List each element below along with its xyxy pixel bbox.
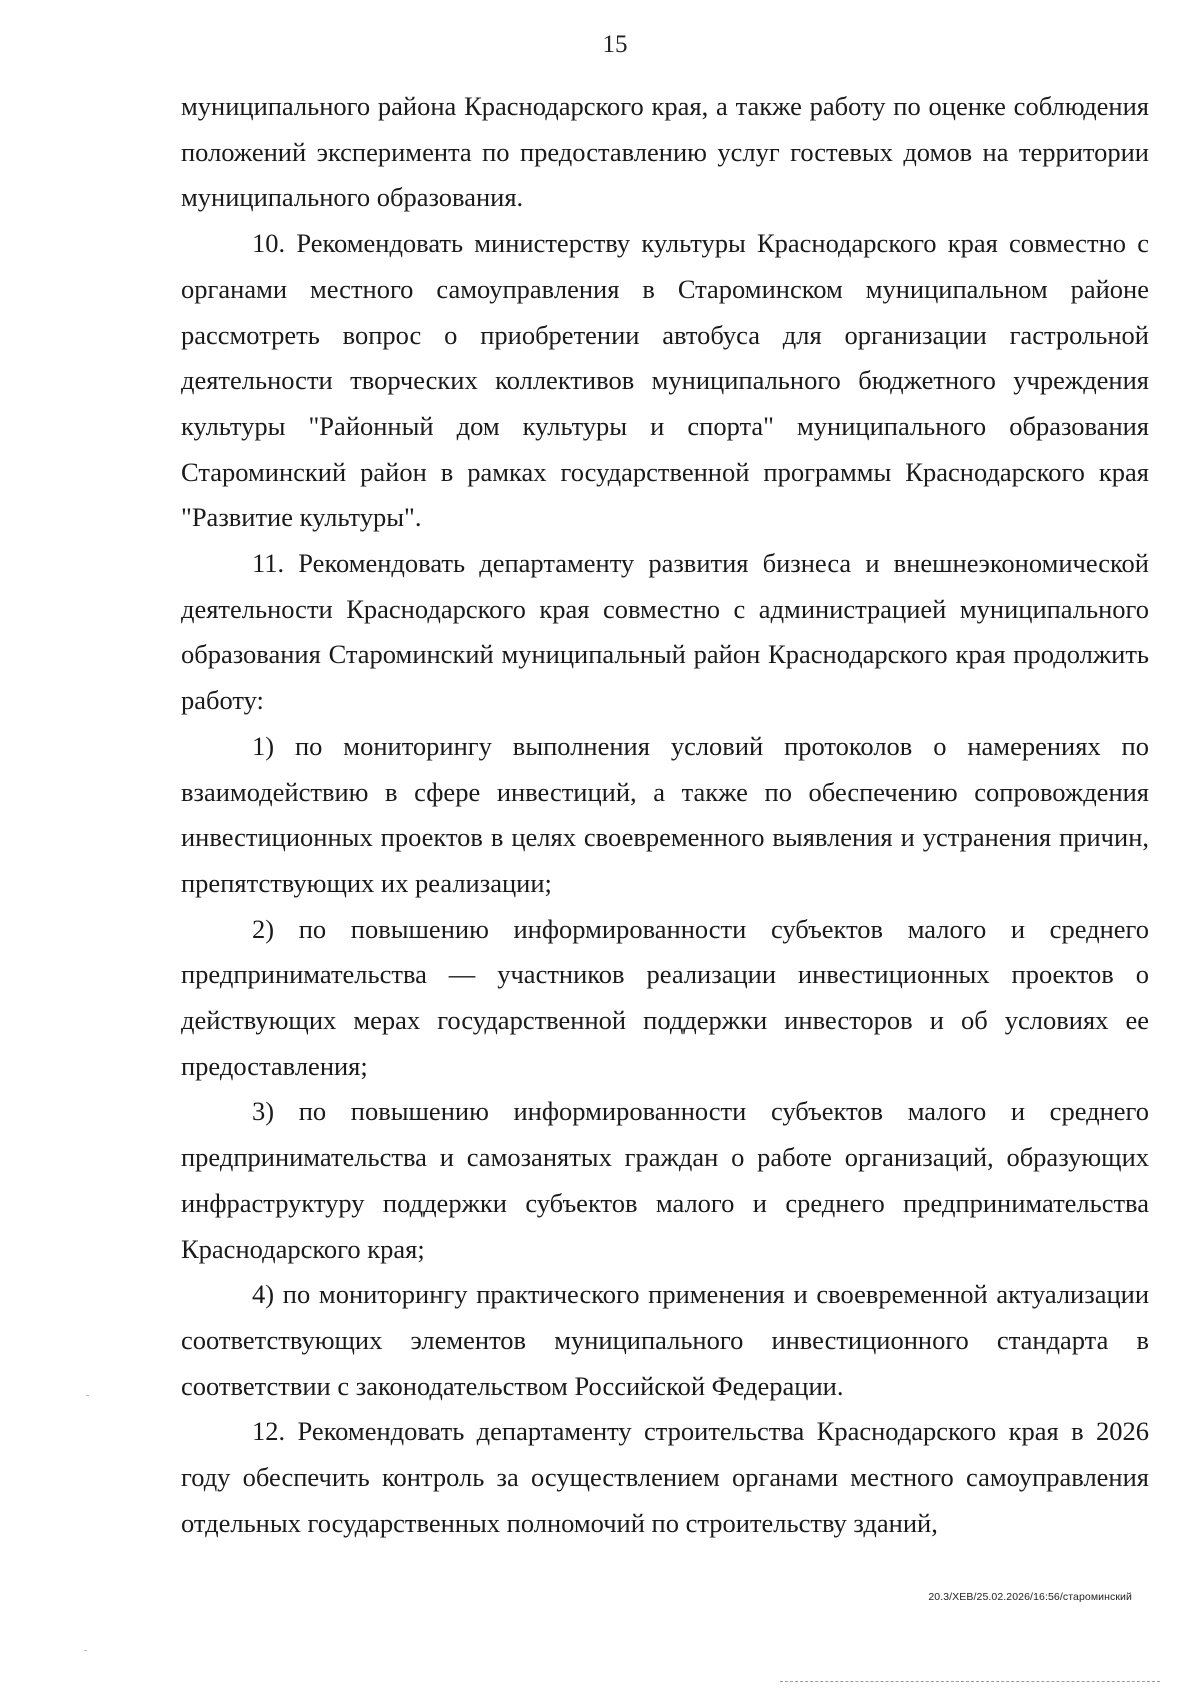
paragraph-subitem-4: 4) по мониторингу практического применения и своевременной актуализации соответствующих элементов муниципального инвестиционного стандарта в соответствии с законодательством Российской Федерации.	[181, 1279, 1149, 1401]
document-registration-stamp: 20.3/ХЕВ/25.02.2026/16:56/староминский	[928, 1591, 1132, 1603]
paragraph-item-12: 12. Рекомендовать департаменту строительства Краснодарского края в 2026 году обеспечить контроль за осуществлением органами местного самоуправления отдельных государственных полномочий по строительству зданий,	[181, 1416, 1149, 1538]
paragraph-continuation: муниципального района Краснодарского края, а также работу по оценке соблюдения положений эксперимента по предоставлению услуг гостевых домов на территории муниципального образования.	[181, 91, 1149, 213]
scan-speck	[86, 1395, 89, 1396]
paragraph-subitem-3: 3) по повышению информированности субъектов малого и среднего предпринимательства и самозанятых граждан о работе организаций, образующих инфраструктуру поддержки субъектов малого и среднего предпринимательства Краснодарского края;	[181, 1096, 1149, 1264]
paragraph-item-10: 10. Рекомендовать министерству культуры Краснодарского края совместно с органами местного самоуправления в Староминском муниципальном районе рассмотреть вопрос о приобретении автобуса для организации гастрольной деятельности творческих коллективов муниципального бюджетного учреждения культуры "Районный дом культуры и спорта" муниципального образования Староминский район в рамках государственной программы Краснодарского края "Развитие культуры".	[181, 228, 1149, 533]
paragraph-item-11: 11. Рекомендовать департаменту развития бизнеса и внешнеэкономической деятельности Краснодарского края совместно с администрацией муниципального образования Староминский муниципальный район Краснодарского края продолжить работу:	[181, 548, 1149, 716]
paragraph-subitem-2: 2) по повышению информированности субъектов малого и среднего предпринимательства — участников реализации инвестиционных проектов о действующих мерах государственной поддержки инвесторов и об условиях ее предоставления;	[181, 913, 1149, 1081]
scan-speck	[84, 1650, 87, 1651]
document-body	[181, 84, 1149, 1547]
scan-edge-line	[780, 1681, 1160, 1682]
page-number: 15	[602, 31, 628, 58]
paragraph-subitem-1: 1) по мониторингу выполнения условий протоколов о намерениях по взаимодействию в сфере инвестиций, а также по обеспечению сопровождения инвестиционных проектов в целях своевременного выявления и устранения причин, препятствующих их реализации;	[181, 730, 1149, 898]
